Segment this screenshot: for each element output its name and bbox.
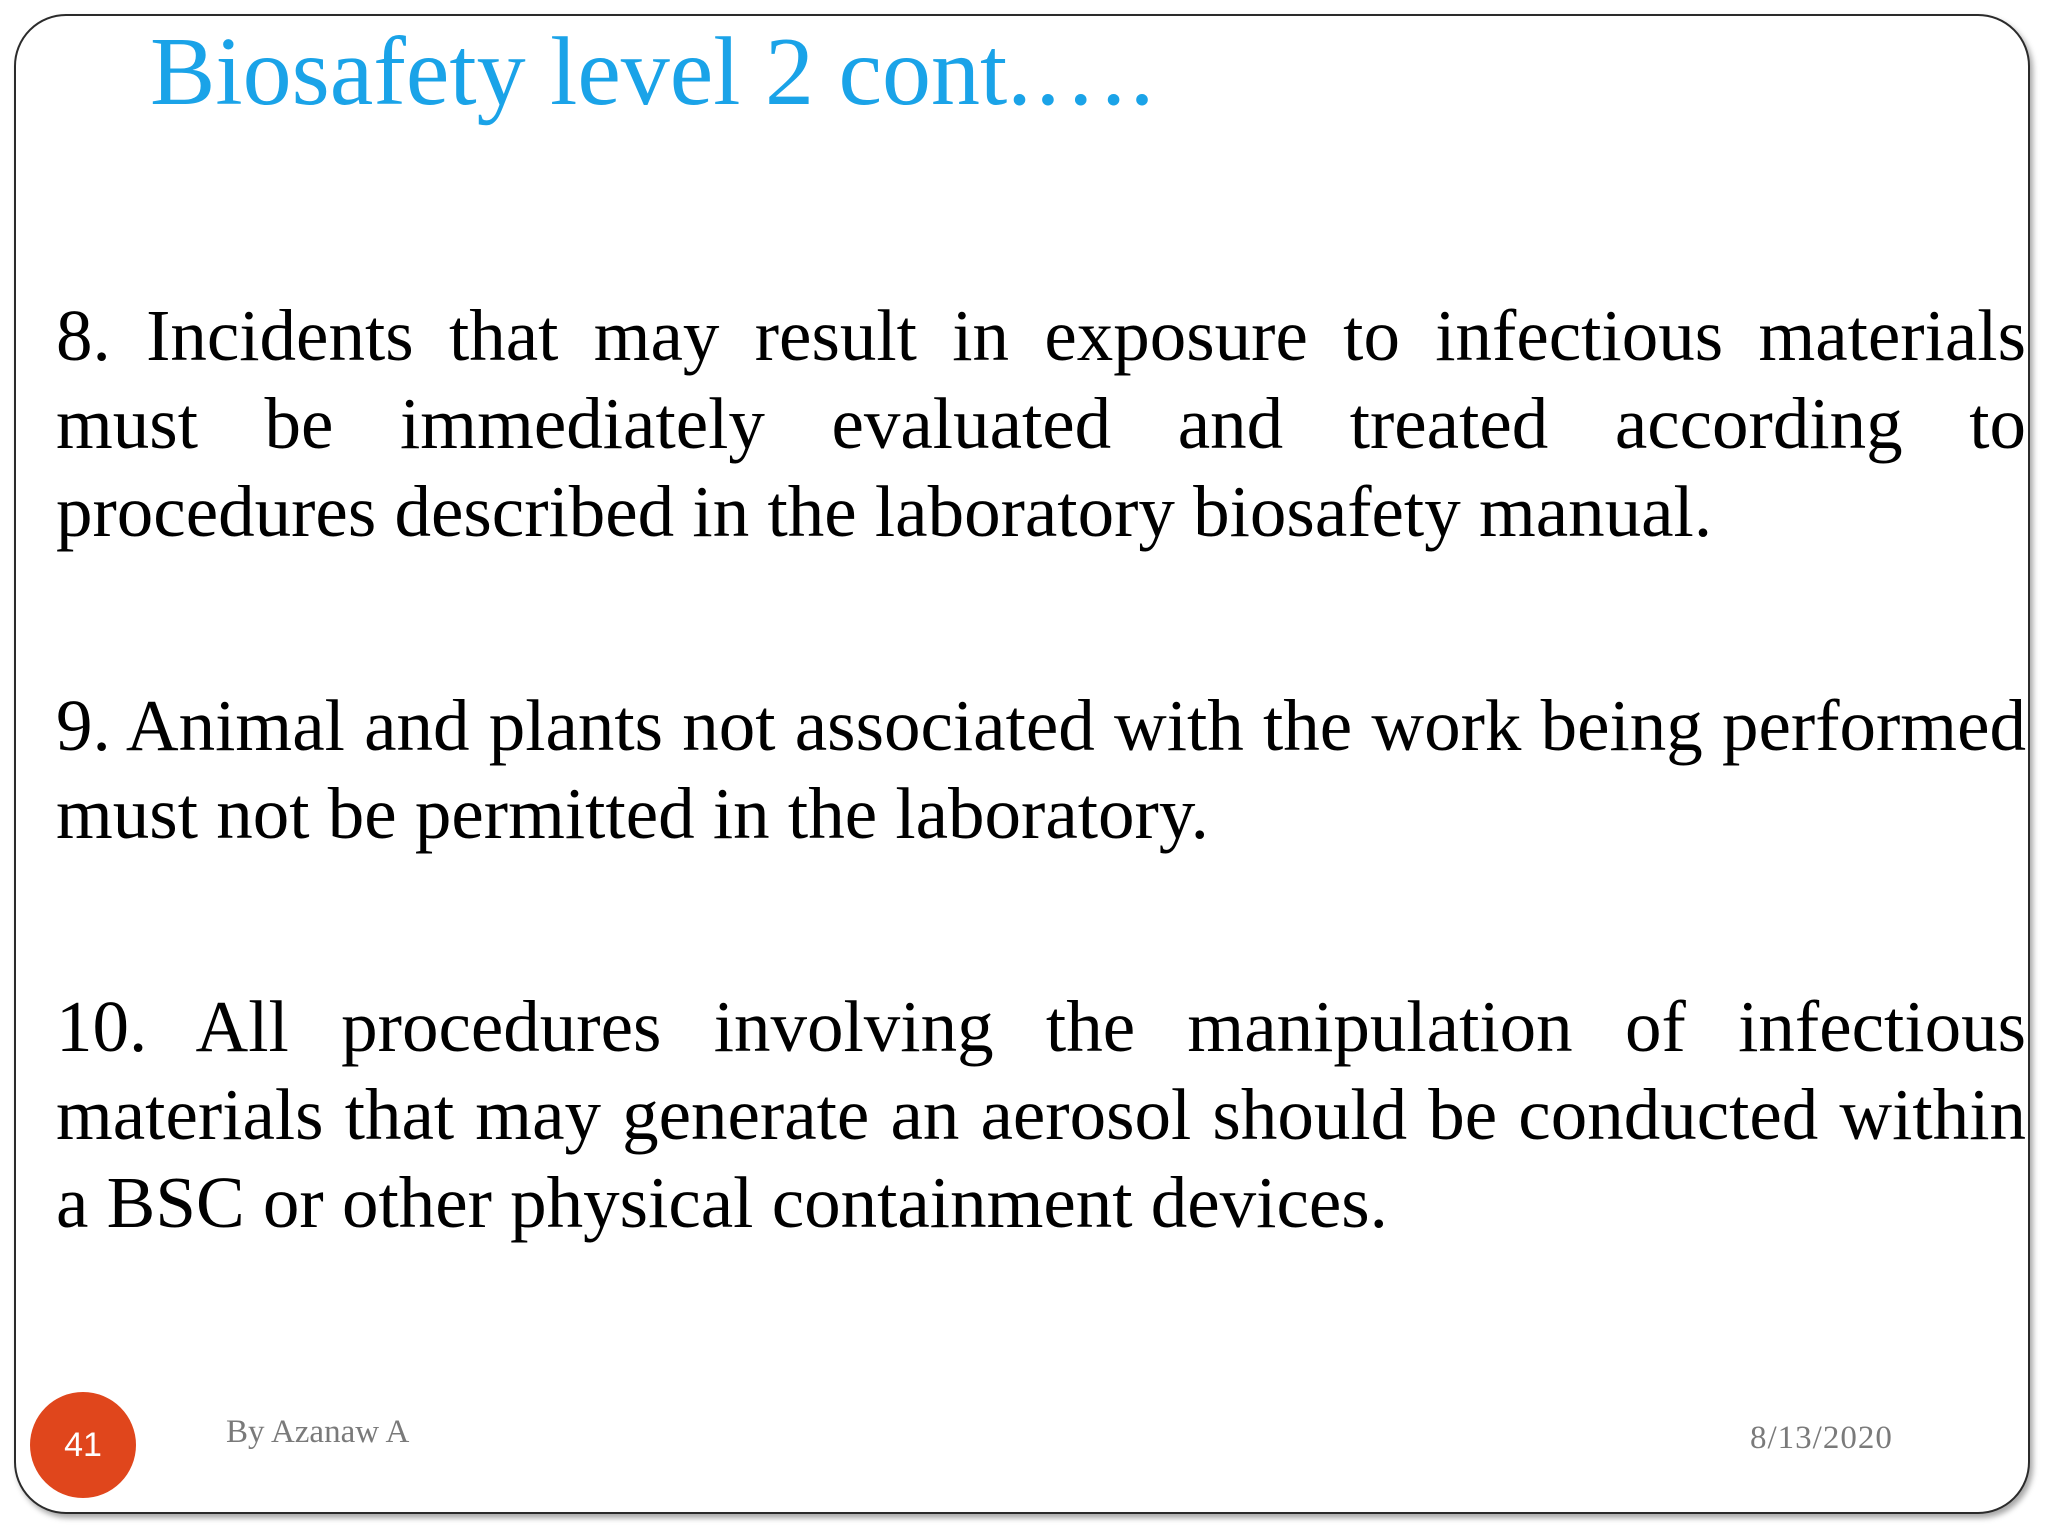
point-8: 8. Incidents that may result in exposure to infectious materials must be immediately evaluated and treated according to procedures described in the laboratory biosafety manual. <box>56 295 2026 552</box>
page-number-badge <box>30 1392 136 1498</box>
date-label: 8/13/2020 <box>1750 1420 1893 1456</box>
page-number: 41 <box>64 1425 102 1464</box>
slide-title: Biosafety level 2 cont.…. <box>150 18 1155 126</box>
point-9: 9. Animal and plants not associated with the work being performed must not be permitted in the laboratory. <box>56 685 2026 854</box>
author-label: By Azanaw A <box>226 1414 410 1450</box>
point-10: 10. All procedures involving the manipulation of infectious materials that may generate an aerosol should be conducted within a BSC or other physical containment devices. <box>56 986 2026 1243</box>
